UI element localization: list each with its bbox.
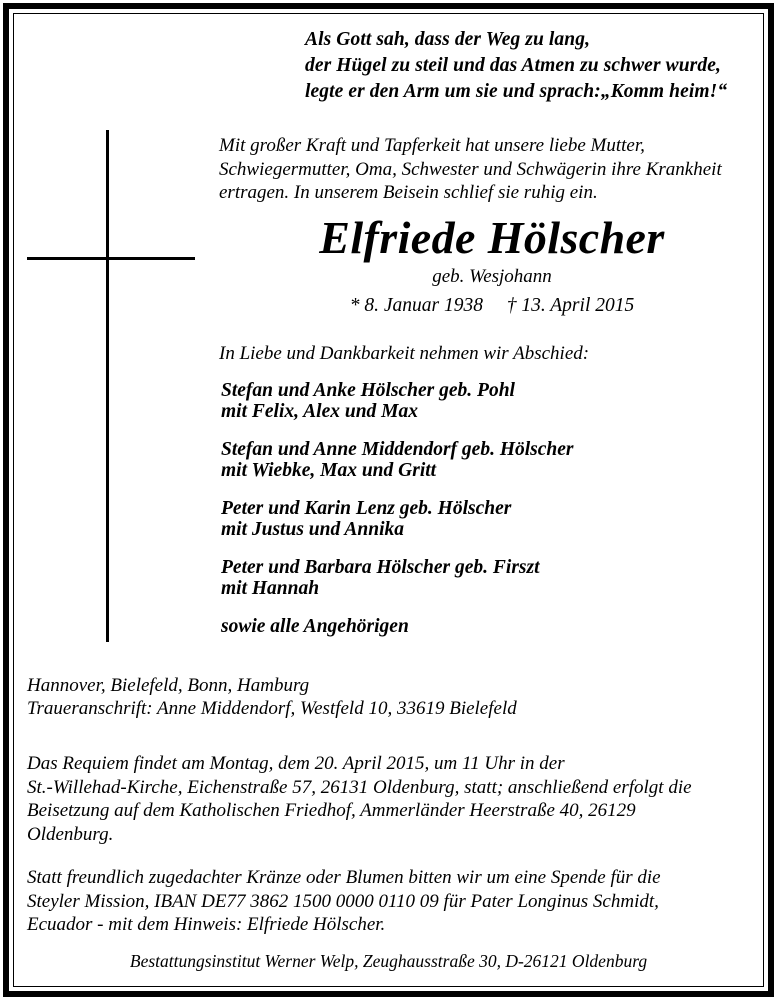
donation-line-3: Ecuador - mit dem Hinweis: Elfriede Hölscher. <box>27 914 386 935</box>
intro-line-2: Schwiegermutter, Oma, Schwester und Schwägerin ihre Krankheit <box>219 158 722 180</box>
mourner-group <box>221 440 721 481</box>
verse-line-2: der Hügel zu steil und das Atmen zu schwer wurde, <box>305 55 721 76</box>
mourner-secondary: mit Hannah <box>221 577 320 599</box>
requiem-line-3: Beisetzung auf dem Katholischen Friedhof, Ammerländer Heerstraße 40, 26129 <box>27 800 636 821</box>
funeral-home-footer: Bestattungsinstitut Werner Welp, Zeughausstraße 30, D-26121 Oldenburg <box>129 951 648 971</box>
mourner-group <box>221 558 721 599</box>
mourner-primary: Stefan und Anne Middendorf geb. Hölscher <box>221 439 574 460</box>
requiem-line-2: St.-Willehad-Kirche, Eichenstraße 57, 26131 Oldenburg, statt; anschließend erfolgt die <box>27 776 692 798</box>
mourning-address-line: Traueranschrift: Anne Middendorf, Westfeld 10, 33619 Bielefeld <box>27 698 517 719</box>
death-dagger-icon: † <box>506 295 517 316</box>
deceased-name: Elfriede Hölscher <box>319 212 665 263</box>
requiem-line-4: Oldenburg. <box>27 823 114 845</box>
mourners-heading: In Liebe und Dankbarkeit nehmen wir Abschied: <box>219 343 590 364</box>
intro-line-1: Mit großer Kraft und Tapferkeit hat unsere liebe Mutter, <box>219 135 645 156</box>
deceased-maiden-name: geb. Wesjohann <box>432 266 552 287</box>
mourners-closing-text: sowie alle Angehörigen <box>221 616 409 637</box>
requiem-paragraph <box>27 752 751 846</box>
intro-line-3: ertragen. In unserem Beisein schlief sie ruhig ein. <box>219 182 598 203</box>
places-and-address <box>27 674 517 720</box>
mourner-group <box>221 381 721 422</box>
deceased-life-dates <box>0 295 777 317</box>
donation-line-2: Steyler Mission, IBAN DE77 3862 1500 0000 0110 09 für Pater Longinus Schmidt, <box>27 890 659 912</box>
mourners-list <box>221 381 721 638</box>
requiem-line-1: Das Requiem findet am Montag, dem 20. April 2015, um 11 Uhr in der <box>27 753 565 774</box>
donation-line-1: Statt freundlich zugedachter Kränze oder Blumen bitten wir um eine Spende für die <box>27 867 661 888</box>
donation-paragraph <box>27 866 751 937</box>
death-date: 13. April 2015 <box>521 295 635 316</box>
intro-paragraph <box>219 134 764 205</box>
mourner-secondary: mit Wiebke, Max und Gritt <box>221 459 437 481</box>
verse-line-1: Als Gott sah, dass der Weg zu lang, <box>305 29 591 50</box>
mourner-primary: Peter und Barbara Hölscher geb. Firszt <box>221 557 540 578</box>
mourner-secondary: mit Justus und Annika <box>221 518 404 540</box>
mourners-closing <box>221 617 721 638</box>
verse-line-3: legte er den Arm um sie und sprach:„Komm heim!“ <box>305 81 728 102</box>
memorial-verse <box>305 27 765 105</box>
mourner-secondary: mit Felix, Alex und Max <box>221 400 419 422</box>
birth-date: 8. Januar 1938 <box>364 295 483 316</box>
birth-star-icon: * <box>349 295 360 316</box>
mourner-group <box>221 499 721 540</box>
cross-vertical-beam <box>106 130 109 642</box>
mourner-primary: Peter und Karin Lenz geb. Hölscher <box>221 498 512 519</box>
cities-line: Hannover, Bielefeld, Bonn, Hamburg <box>27 675 310 696</box>
mourner-primary: Stefan und Anke Hölscher geb. Pohl <box>221 380 515 401</box>
